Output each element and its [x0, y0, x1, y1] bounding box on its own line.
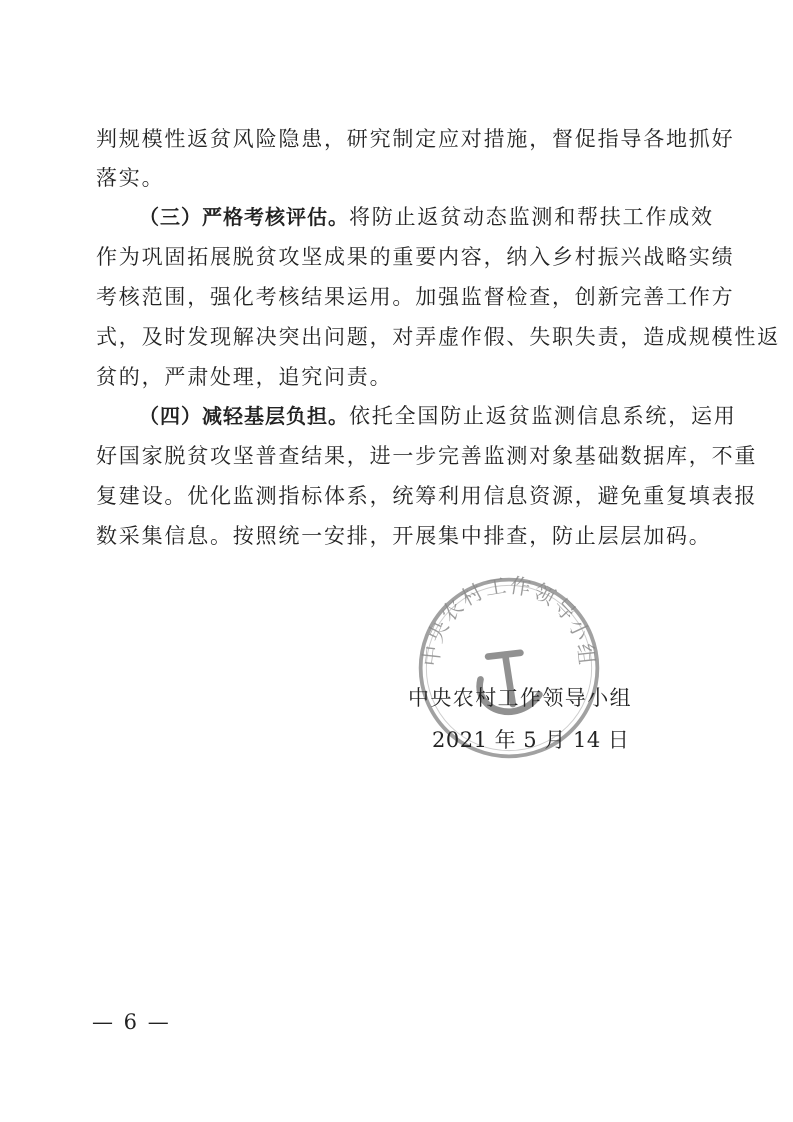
paragraph-line: 数采集信息。按照统一安排，开展集中排查，防止层层加码。 — [96, 524, 712, 548]
section-3-heading: （三）严格考核评估。 — [139, 205, 349, 229]
paragraph-line: 作为巩固拓展脱贫攻坚成果的重要内容，纳入乡村振兴战略实绩 — [96, 245, 735, 269]
paragraph-text: 将防止返贫动态监测和帮扶工作成效 — [349, 205, 714, 229]
paragraph-line: 落实。 — [96, 166, 165, 190]
signing-date: 2021 年 5 月 14 日 — [432, 728, 630, 752]
paragraph-text: 依托全国防止返贫监测信息系统，运用 — [349, 404, 737, 428]
paragraph-line: 好国家脱贫攻坚普查结果，进一步完善监测对象基础数据库，不重 — [96, 444, 758, 468]
seal-lettering: 中央农村工作领导小组 — [418, 573, 600, 668]
signing-organization: 中央农村工作领导小组 — [408, 686, 632, 710]
section-4-heading: （四）减轻基层负担。 — [139, 404, 349, 428]
paragraph-line: 式，及时发现解决突出问题，对弄虚作假、失职失责，造成规模性返 — [96, 325, 780, 349]
paragraph-line: 考核范围，强化考核结果运用。加强监督检查，创新完善工作方 — [96, 285, 735, 309]
page-number: — 6 — — [92, 1010, 171, 1034]
section-3-first-line — [96, 202, 714, 232]
paragraph-line: 贫的，严肃处理，追究问责。 — [96, 365, 393, 389]
paragraph-line: 复建设。优化监测指标体系，统筹利用信息资源，避免重复填表报 — [96, 484, 758, 508]
paragraph-line: 判规模性返贫风险隐患，研究制定应对措施，督促指导各地抓好 — [96, 127, 735, 151]
section-4-first-line — [96, 401, 737, 431]
